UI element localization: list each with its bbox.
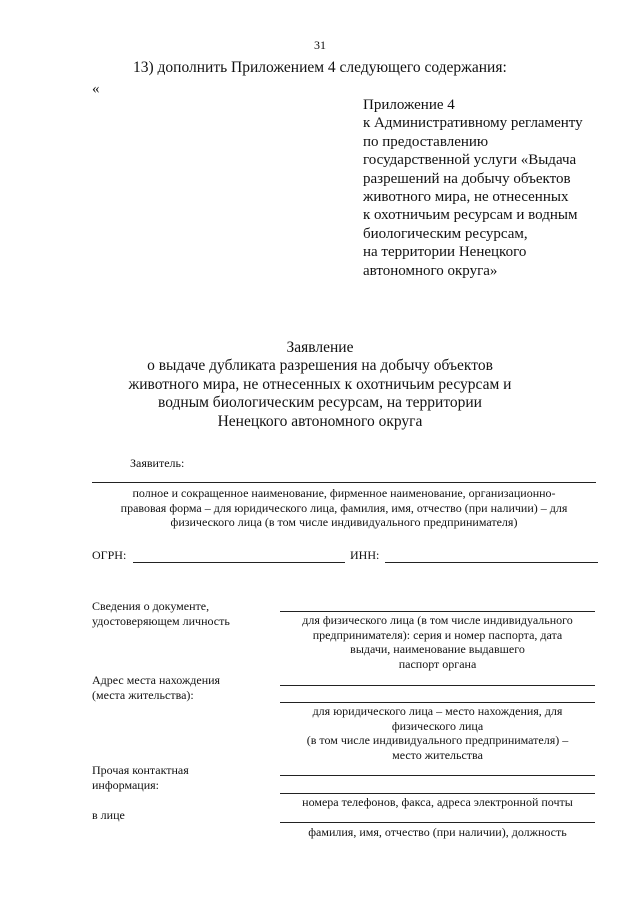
contact-field-line-1[interactable]: [280, 775, 595, 776]
hint-line: паспорт органа: [398, 656, 477, 671]
title-line: водным биологическим ресурсам, на территории: [158, 394, 482, 412]
appendix-line: автономного округа»: [363, 262, 498, 279]
title-line: животного мира, не отнесенных к охотничьим ресурсам и: [128, 375, 512, 393]
inn-label: ИНН:: [350, 548, 380, 562]
hint-line: номера телефонов, факса, адреса электронной почты: [302, 795, 573, 809]
appendix-line: разрешений на добычу объектов: [363, 170, 571, 187]
appendix-header: [363, 96, 623, 280]
label-line: Сведения о документе,: [92, 599, 210, 613]
label-line: (места жительства):: [92, 688, 194, 702]
appendix-line: по предоставлению: [363, 133, 489, 150]
address-label: [92, 673, 220, 703]
appendix-line: биологическим ресурсам,: [363, 225, 528, 242]
hint-line: для юридического лица – место нахождения, для: [312, 704, 563, 718]
hint-line: для физического лица (в том числе индивидуального: [302, 613, 573, 627]
identity-label: [92, 599, 230, 629]
hint-line: полное и сокращенное наименование, фирменное наименование, организационно-: [132, 486, 556, 500]
label-line: удостоверяющем личность: [92, 614, 230, 628]
hint-line: физического лица (в том числе индивидуального предпринимателя): [170, 515, 518, 530]
applicant-field-line[interactable]: [92, 482, 596, 483]
label-line: Прочая контактная: [92, 763, 189, 777]
address-hint: [280, 704, 595, 762]
hint-line: фамилия, имя, отчество (при наличии), должность: [308, 825, 567, 839]
label-line: информация:: [92, 778, 159, 792]
hint-line: физического лица: [391, 718, 484, 733]
representative-label: в лице: [92, 808, 125, 822]
hint-line: выдачи, наименование выдавшего: [350, 642, 525, 657]
contact-hint: [280, 795, 595, 810]
page-number: 31: [314, 38, 326, 52]
title-line: Заявление: [286, 339, 354, 356]
appendix-line: животного мира, не отнесенных: [363, 189, 569, 206]
appendix-line: Приложение 4: [363, 97, 455, 113]
representative-hint: [280, 825, 595, 840]
identity-field-line[interactable]: [280, 611, 595, 612]
hint-line: место жительства: [392, 747, 483, 762]
appendix-line: на территории Ненецкого: [363, 244, 527, 261]
address-field-line-2[interactable]: [280, 702, 595, 703]
hint-line: (в том числе индивидуального предпринимателя) –: [306, 733, 569, 748]
label-line: Адрес места нахождения: [92, 673, 221, 687]
applicant-hint: [92, 486, 596, 530]
amendment-intro: 13) дополнить Приложением 4 следующего содержания:: [133, 59, 507, 76]
ogrn-label: ОГРН:: [92, 548, 127, 562]
representative-field-line[interactable]: [280, 822, 595, 823]
hint-line: правовая форма – для юридического лица, фамилия, имя, отчество (при наличии) – для: [120, 500, 568, 515]
ogrn-field-line[interactable]: [133, 562, 345, 563]
address-field-line-1[interactable]: [280, 685, 595, 686]
contact-field-line-2[interactable]: [280, 793, 595, 794]
identity-hint: [280, 613, 595, 671]
title-line: Ненецкого автономного округа: [217, 412, 423, 430]
applicant-label: Заявитель:: [130, 456, 185, 470]
document-title: [0, 339, 640, 431]
contact-label: [92, 763, 189, 793]
appendix-line: государственной услуги «Выдача: [363, 152, 577, 169]
appendix-line: к охотничьим ресурсам и водным: [363, 207, 578, 224]
appendix-line: к Административному регламенту: [363, 115, 583, 132]
title-line: о выдаче дубликата разрешения на добычу объектов: [147, 357, 493, 375]
opening-quote: «: [92, 81, 100, 97]
hint-line: предпринимателя): серия и номер паспорта, дата: [312, 627, 563, 642]
inn-field-line[interactable]: [385, 562, 598, 563]
